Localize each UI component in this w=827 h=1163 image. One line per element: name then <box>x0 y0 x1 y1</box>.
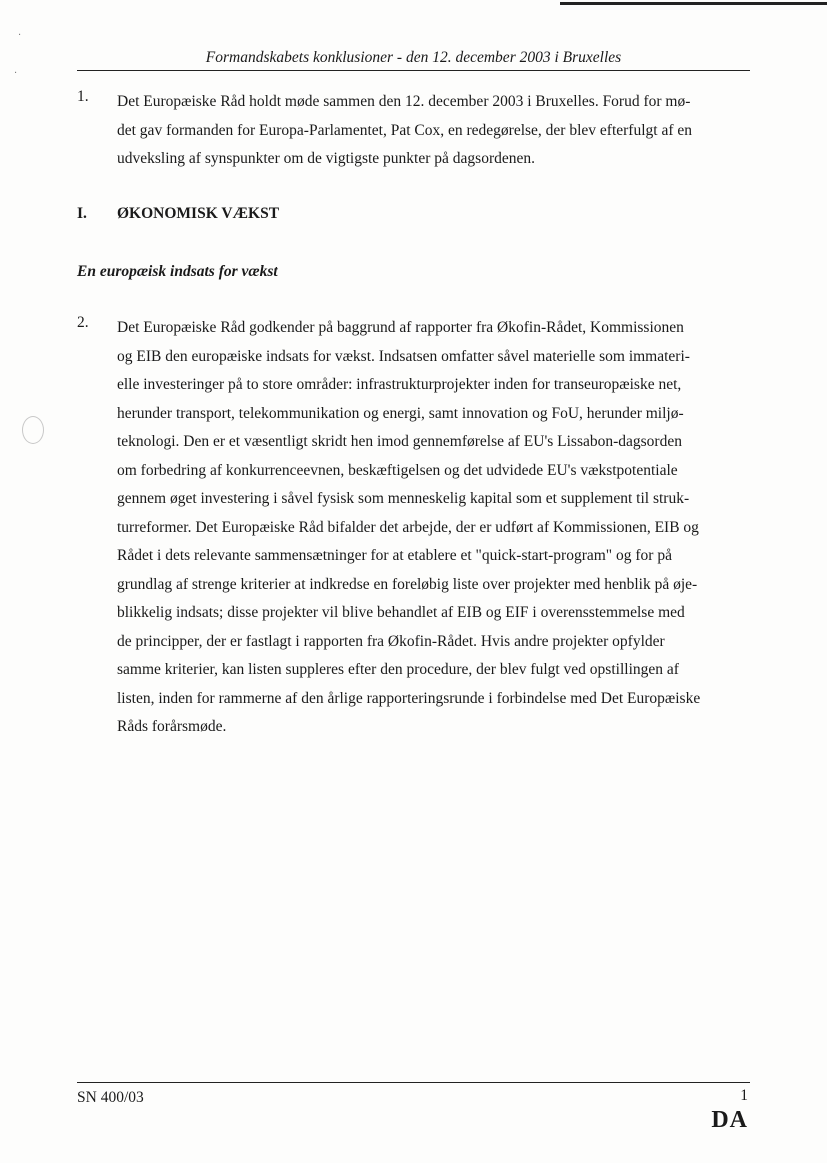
paragraph-line: de principper, der er fastlagt i rapporten fra Økofin-Rådet. Hvis andre projekter opfylder <box>117 632 665 650</box>
scan-edge-line <box>560 2 827 5</box>
paragraph-line: Det Europæiske Råd holdt møde sammen den 12. december 2003 i Bruxelles. Forud for mø- <box>117 93 691 110</box>
paragraph-line: herunder transport, telekommunikation og energi, samt innovation og FoU, herunder miljø- <box>117 404 684 422</box>
paragraph-line: samme kriterier, kan listen suppleres efter den procedure, der blev fulgt ved opstillingen af <box>117 661 679 678</box>
header-rule <box>77 70 750 71</box>
language-code: DA <box>711 1107 748 1133</box>
paragraph-line: gennem øget investering i såvel fysisk som menneskelig kapital som et supplement til struk- <box>117 490 690 507</box>
paragraph-line: om forbedring af konkurrenceevnen, beskæftigelsen og det udvidede EU's vækstpotentiale <box>117 461 678 479</box>
paragraph-body <box>117 88 750 174</box>
section-heading <box>77 203 279 225</box>
paragraph-line: udveksling af synspunkter om de vigtigste punkter på dagsordenen. <box>117 150 535 167</box>
scan-speck: · <box>18 30 22 41</box>
paragraph-line: Det Europæiske Råd godkender på baggrund af rapporter fra Økofin-Rådet, Kommissionen <box>117 319 684 336</box>
paragraph-line: grundlag af strenge kriterier at indkredse en foreløbig liste over projekter med henblik på øje- <box>117 575 698 593</box>
paragraph-1 <box>77 88 750 174</box>
paragraph-number: 1. <box>77 88 89 105</box>
paragraph-line: blikkelig indsats; disse projekter vil blive behandlet af EIB og EIF i overensstemmelse med <box>117 604 685 621</box>
paragraph-line: det gav formanden for Europa-Parlamentet, Pat Cox, en redegørelse, der blev efterfulgt af en <box>117 121 692 139</box>
paragraph-line: og EIB den europæiske indsats for vækst. Indsatsen omfatter såvel materielle som immateri- <box>117 347 690 365</box>
paragraph-body <box>117 314 750 742</box>
paragraph-line: Råds forårsmøde. <box>117 718 227 735</box>
section-title: ØKONOMISK VÆKST <box>117 205 280 222</box>
running-header: Formandskabets konklusioner - den 12. december 2003 i Bruxelles <box>205 49 622 66</box>
subheading: En europæisk indsats for vækst <box>77 263 278 280</box>
paragraph-2 <box>77 314 750 742</box>
document-reference: SN 400/03 <box>77 1089 144 1106</box>
paragraph-number: 2. <box>77 314 89 331</box>
paragraph-line: Rådet i dets relevante sammensætninger for at etablere et "quick-start-program" og for på <box>117 547 672 564</box>
paragraph-line: turreformer. Det Europæiske Råd bifalder det arbejde, der er udført af Kommissionen, EIB og <box>117 518 699 536</box>
punch-hole-mark <box>22 416 44 444</box>
footer-rule <box>77 1082 750 1083</box>
paragraph-line: teknologi. Den er et væsentligt skridt hen imod gennemførelse af EU's Lissabon-dagsorden <box>117 433 682 450</box>
paragraph-line: listen, inden for rammerne af den årlige rapporteringsrunde i forbindelse med Det Europæiske <box>117 689 701 707</box>
scan-speck: · <box>14 68 18 79</box>
paragraph-line: elle investeringer på to store områder: infrastrukturprojekter inden for transeuropæiske net, <box>117 376 682 393</box>
section-number: I. <box>77 205 87 222</box>
page-number: 1 <box>740 1087 748 1104</box>
